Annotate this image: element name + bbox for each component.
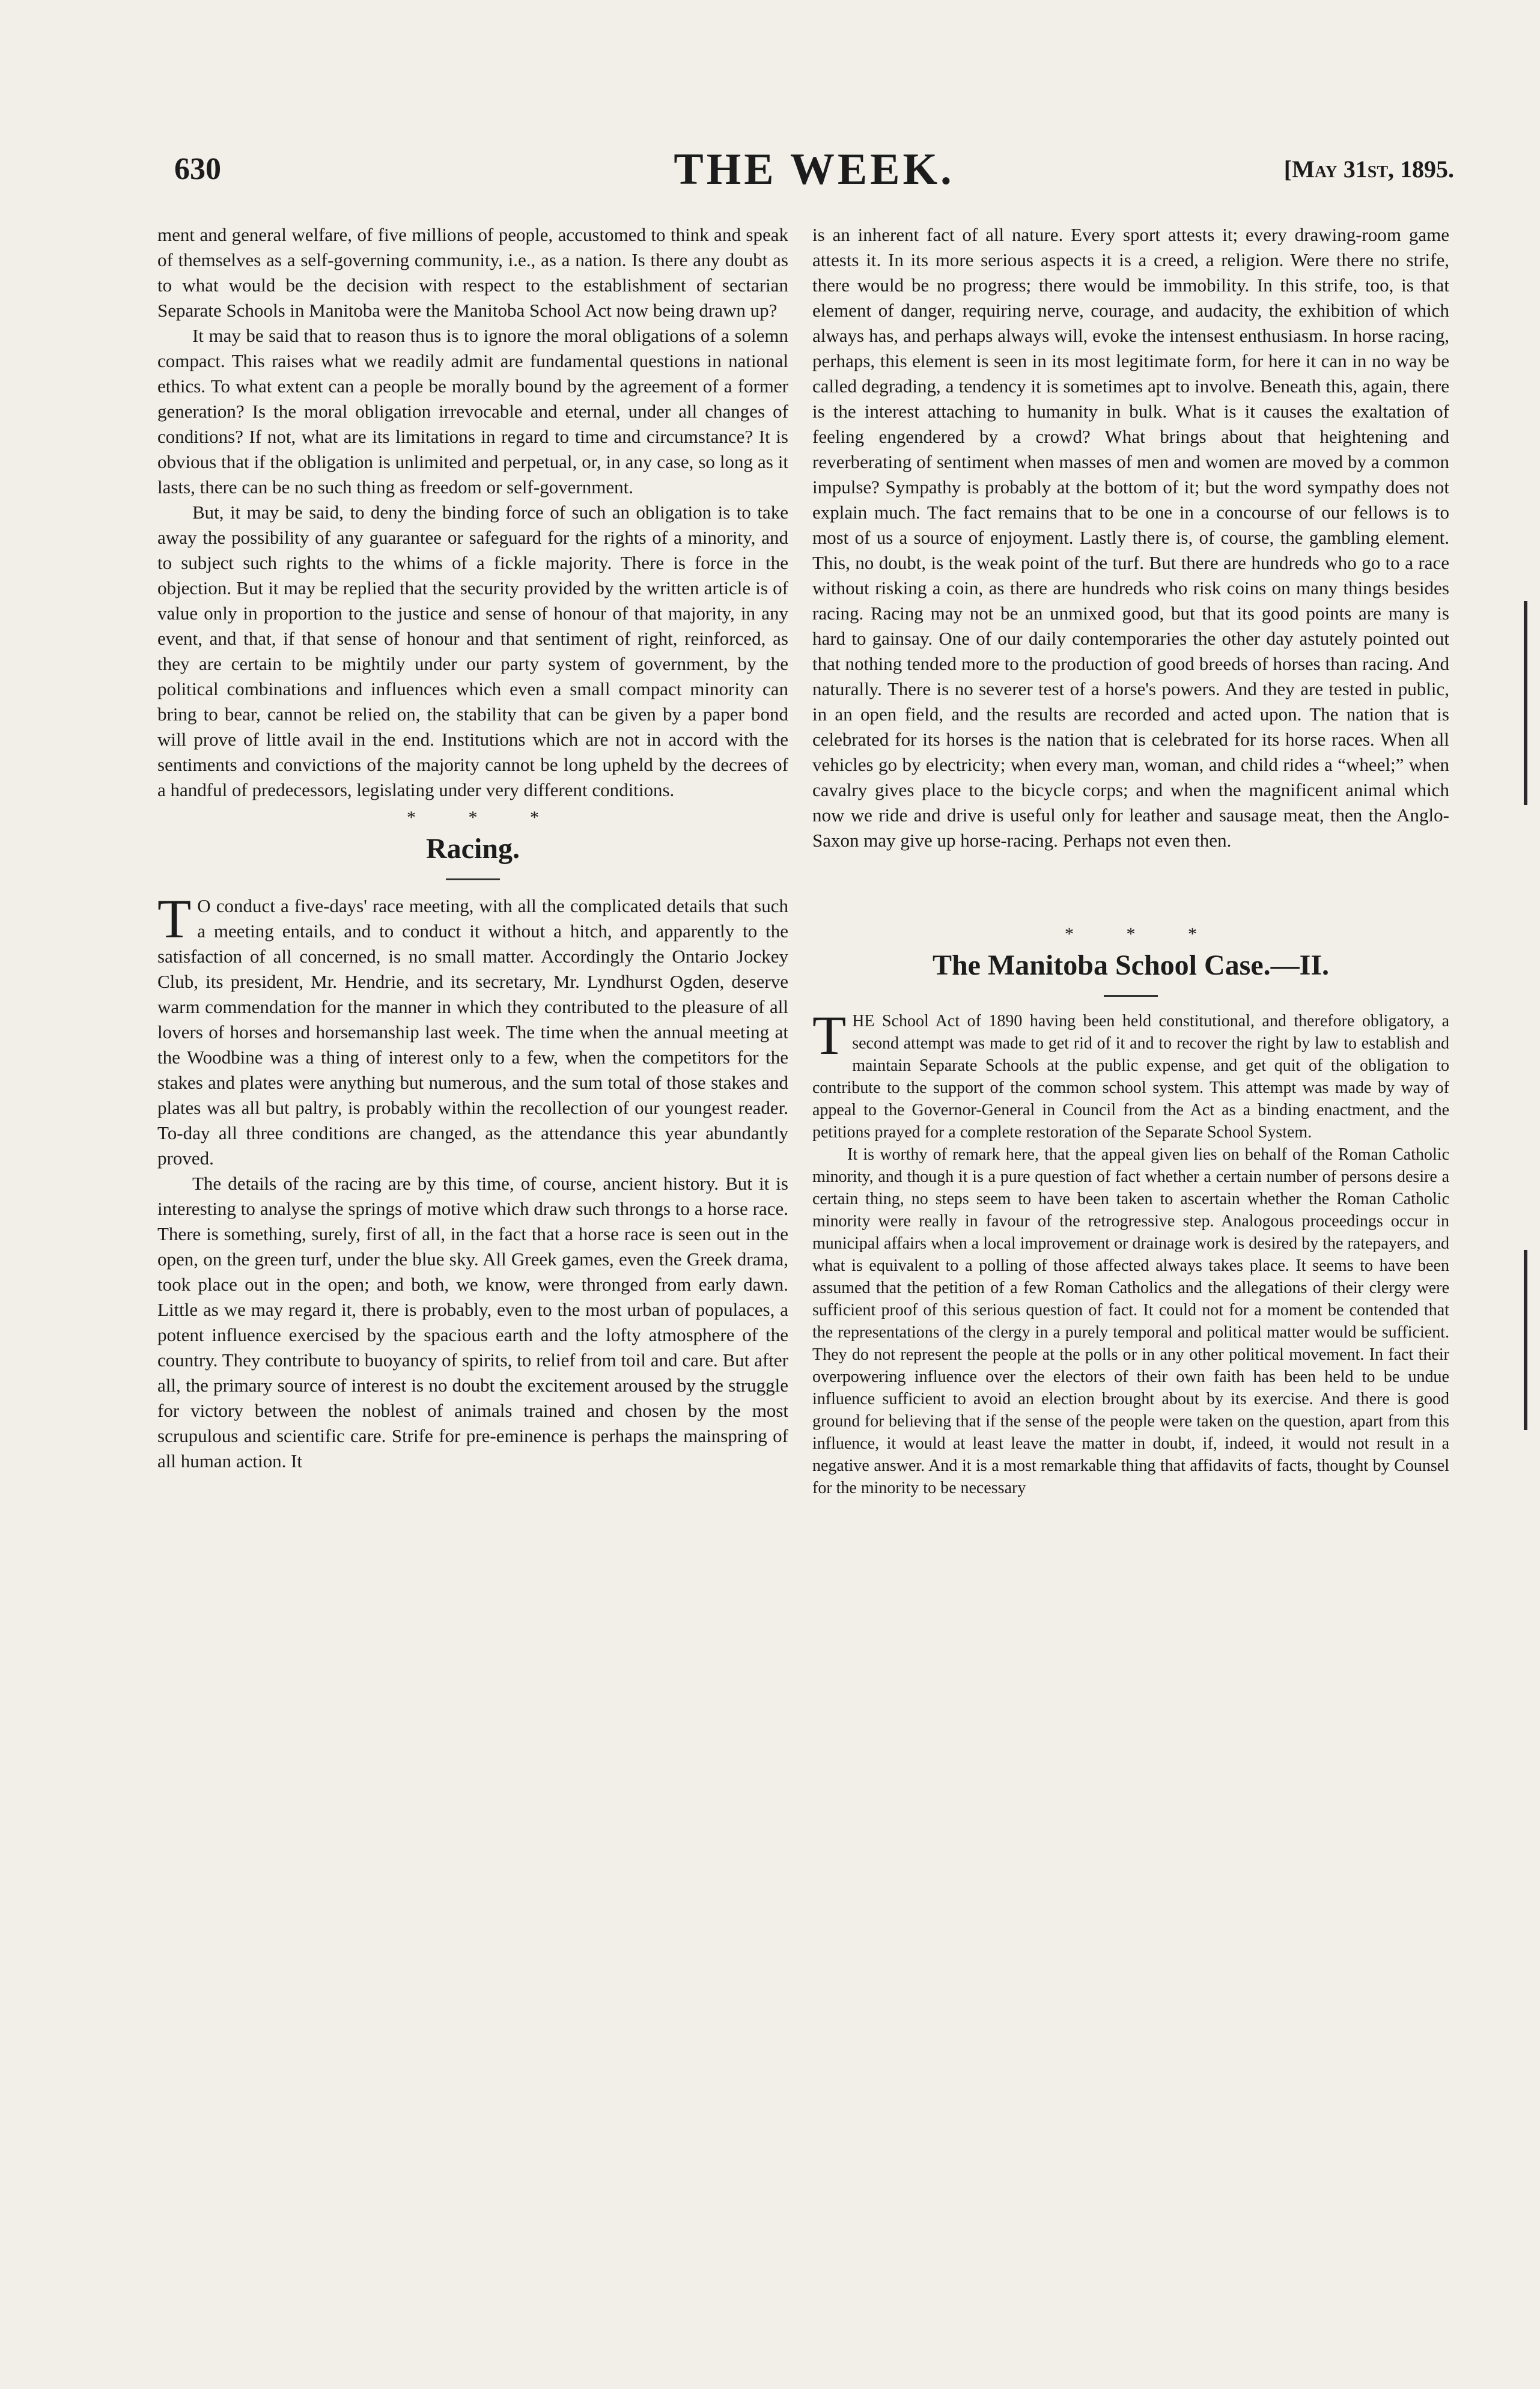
manitoba-paragraph — [812, 1005, 1449, 1143]
issue-date: [May 31st, 1895. — [1283, 156, 1454, 183]
left-column — [157, 222, 788, 1474]
title-rule — [446, 878, 500, 880]
drop-cap: T — [812, 1005, 847, 1066]
journal-title: THE WEEK. — [674, 145, 955, 194]
racing-paragraph-text: O conduct a five-days' race meeting, with all the complicated details that such a meeting entails, and to conduct it without a hitch, and apparently to the satisfaction of all concerned, is no small matter. Accordingly the Ontario Jockey Club, its president, Mr. Hendrie, and its secretary, Mr. Lyndhurst Ogden, deserve warm commendation for the manner in which they contributed to the pleasure of all lovers of horses and horsemanship last week. The time when the annual meeting at the Woodbine was a thing of interest only to a few, when the competitors for the stakes and plates were anything but numerous, and the sum total of those stakes and plates was all but paltry, is probably within the recollection of our youngest reader. To-day all three conditions are changed, as the attendance this year abundantly proved. — [157, 895, 788, 1169]
section-break: * * * — [407, 808, 563, 827]
right-column — [812, 222, 1449, 1499]
article-paragraph: But, it may be said, to deny the binding force of such an obligation is to take away the possibility of any guarantee or safeguard for the rights of a minority, and to subject such rights to the whims of a fickle majority. There is force in the objection. But it may be replied that the security provided by the written article is of value only in proportion to the justice and sense of honour of that majority, in any event, and that, if that sense of honour and that sentiment of right, reinforced, as they are certain to be mightily under our party system of government, by the political combinations and influences which even a small compact minority can bring to bear, cannot be relied on, the stability that can be given by a paper bond will prove of little avail in the end. Institutions which are not in accord with the sentiments and convictions of the majority cannot be long upheld by the decrees of a handful of predecessors, legislating under very different conditions. — [157, 502, 788, 800]
manitoba-title: The Manitoba School Case.—II. — [932, 949, 1330, 981]
drop-cap: T — [157, 888, 192, 949]
racing-title: Racing. — [426, 833, 520, 865]
margin-mark — [1524, 1250, 1527, 1430]
manitoba-article — [812, 1005, 1449, 1499]
page-number: 630 — [174, 152, 221, 186]
page-header — [174, 144, 1454, 198]
racing-continued-paragraph: is an inherent fact of all nature. Every sport attests it; every drawing-room game attests it. In its more serious aspects it is a creed, a religion. Were there no strife, there would be no progress; there would be immobility. In this strife, too, is that element of danger, requiring nerve, courage, and audacity, the exhibition of which always has, and perhaps always will, evoke the intensest enthusiasm. In horse racing, perhaps, this element is seen in its most legitimate form, for here it can in no way be called degrading, a tendency it is sometimes apt to involve. Beneath this, again, there is the interest attaching to humanity in bulk. What is it causes the exaltation of feeling engendered by a crowd? What brings about that heightening and reverberating of sentiment when masses of men and women are moved by a common impulse? Sympathy is probably at the bottom of it; but the word sympathy does not explain much. The fact remains that to be one in a concourse of our fellows is to most of us a source of enjoyment. Lastly there is, of course, the gambling element. This, no doubt, is the weak point of the turf. But there are hundreds who go to a race without risking a coin, as there are hundreds who risk coins on many things besides racing. Racing may not be an unmixed good, but that its good points are many is hard to gainsay. One of our daily contemporaries the other day astutely pointed out that nothing tended more to the production of good breeds of horses than racing. And naturally. There is no severer test of a horse's powers. And they are tested in public, in an open field, and the results are recorded and acted upon. The nation that is celebrated for its horses is the nation that is celebrated for its horse races. When all vehicles go by electricity; when every man, woman, and child rides a “wheel;” when cavalry gives place to the bicycle corps; and when the magnificent animal which now we ride and drive is useful only for leather and sausage meat, then the Anglo-Saxon may give up horse-racing. Perhaps not even then. — [812, 224, 1449, 851]
manitoba-paragraph-text: HE School Act of 1890 having been held constitutional, and therefore obligatory, a second attempt was made to get rid of it and to recover the right by law to establish and maintain Separate Schools at the public expense, and get quit of the obligation to contribute to the support of the common school system. This attempt was made by way of appeal to the Governor-General in Council from the Act as a binding enactment, and the petitions prayed for a complete restoration of the Separate School System. — [812, 1012, 1449, 1142]
manitoba-paragraph: It is worthy of remark here, that the appeal given lies on behalf of the Roman Catholic minority, and though it is a pure question of fact whether a certain number of persons desire a certain thing, no steps seem to have been taken to ascertain whether the Roman Catholic minority were really in favour of the retrogressive step. Analogous proceedings occur in municipal affairs when a local improvement or drainage work is desired by the ratepayers, and what is equivalent to a polling of those affected always takes place. It seems to have been assumed that the petition of a few Roman Catholics and the allegations of their clergy were sufficient proof of this serious question of fact. It could not for a moment be contended that the representations of the clergy in a purely temporal and political matter would be sufficient. They do not represent the people at the polls or in any other political movement. In fact their overpowering influence over the electors of their own faith has been held to be undue influence sufficient to avoid an election brought about by its exercise. And there is good ground for believing that if the sense of the people were taken on the question, apart from this influence, it would at least leave the matter in doubt, if, indeed, it would not result in a negative answer. And it is a most remarkable thing that affidavits of facts, thought by Counsel for the minority to be necessary — [812, 1145, 1449, 1497]
title-rule — [1104, 995, 1158, 997]
racing-paragraph — [157, 888, 788, 1171]
section-break: * * * — [1065, 924, 1221, 944]
racing-paragraph: The details of the racing are by this time, of course, ancient history. But it is interesting to analyse the springs of motive which draw such throngs to a horse race. There is something, surely, first of all, in the fact that a horse race is seen out in the open, on the green turf, under the blue sky. All Greek games, even the Greek drama, took place out in the open; and both, we know, were thronged from early dawn. Little as we may regard it, there is probably, even to the most urban of populaces, a potent influence exercised by the spacious earth and the lofty atmosphere of the country. They contribute to buoyancy of spirits, to relief from toil and care. But after all, the primary source of interest is no doubt the excitement aroused by the struggle for victory between the noblest of animals trained and chosen by the most scrupulous and scientific care. Strife for pre-eminence is perhaps the mainspring of all human action. It — [157, 1173, 788, 1471]
margin-mark — [1524, 601, 1527, 805]
column-spacer — [812, 853, 1449, 919]
article-paragraph: It may be said that to reason thus is to ignore the moral obligations of a solemn compact. This raises what we readily admit are fundamental questions in national ethics. To what extent can a people be morally bound by the agreement of a former generation? Is the moral obligation irrevocable and eternal, under all changes of conditions? If not, what are its limitations in regard to time and circumstance? It is obvious that if the obligation is unlimited and perpetual, or, in any case, so long as it lasts, there can be no such thing as freedom or self-government. — [157, 325, 788, 498]
article-paragraph: ment and general welfare, of five millions of people, accustomed to think and speak of themselves as a self-governing community, i.e., as a nation. Is there any doubt as to what would be the decision with respect to the establishment of sectarian Separate Schools in Manitoba were the Manitoba School Act now being drawn up? — [157, 224, 788, 321]
